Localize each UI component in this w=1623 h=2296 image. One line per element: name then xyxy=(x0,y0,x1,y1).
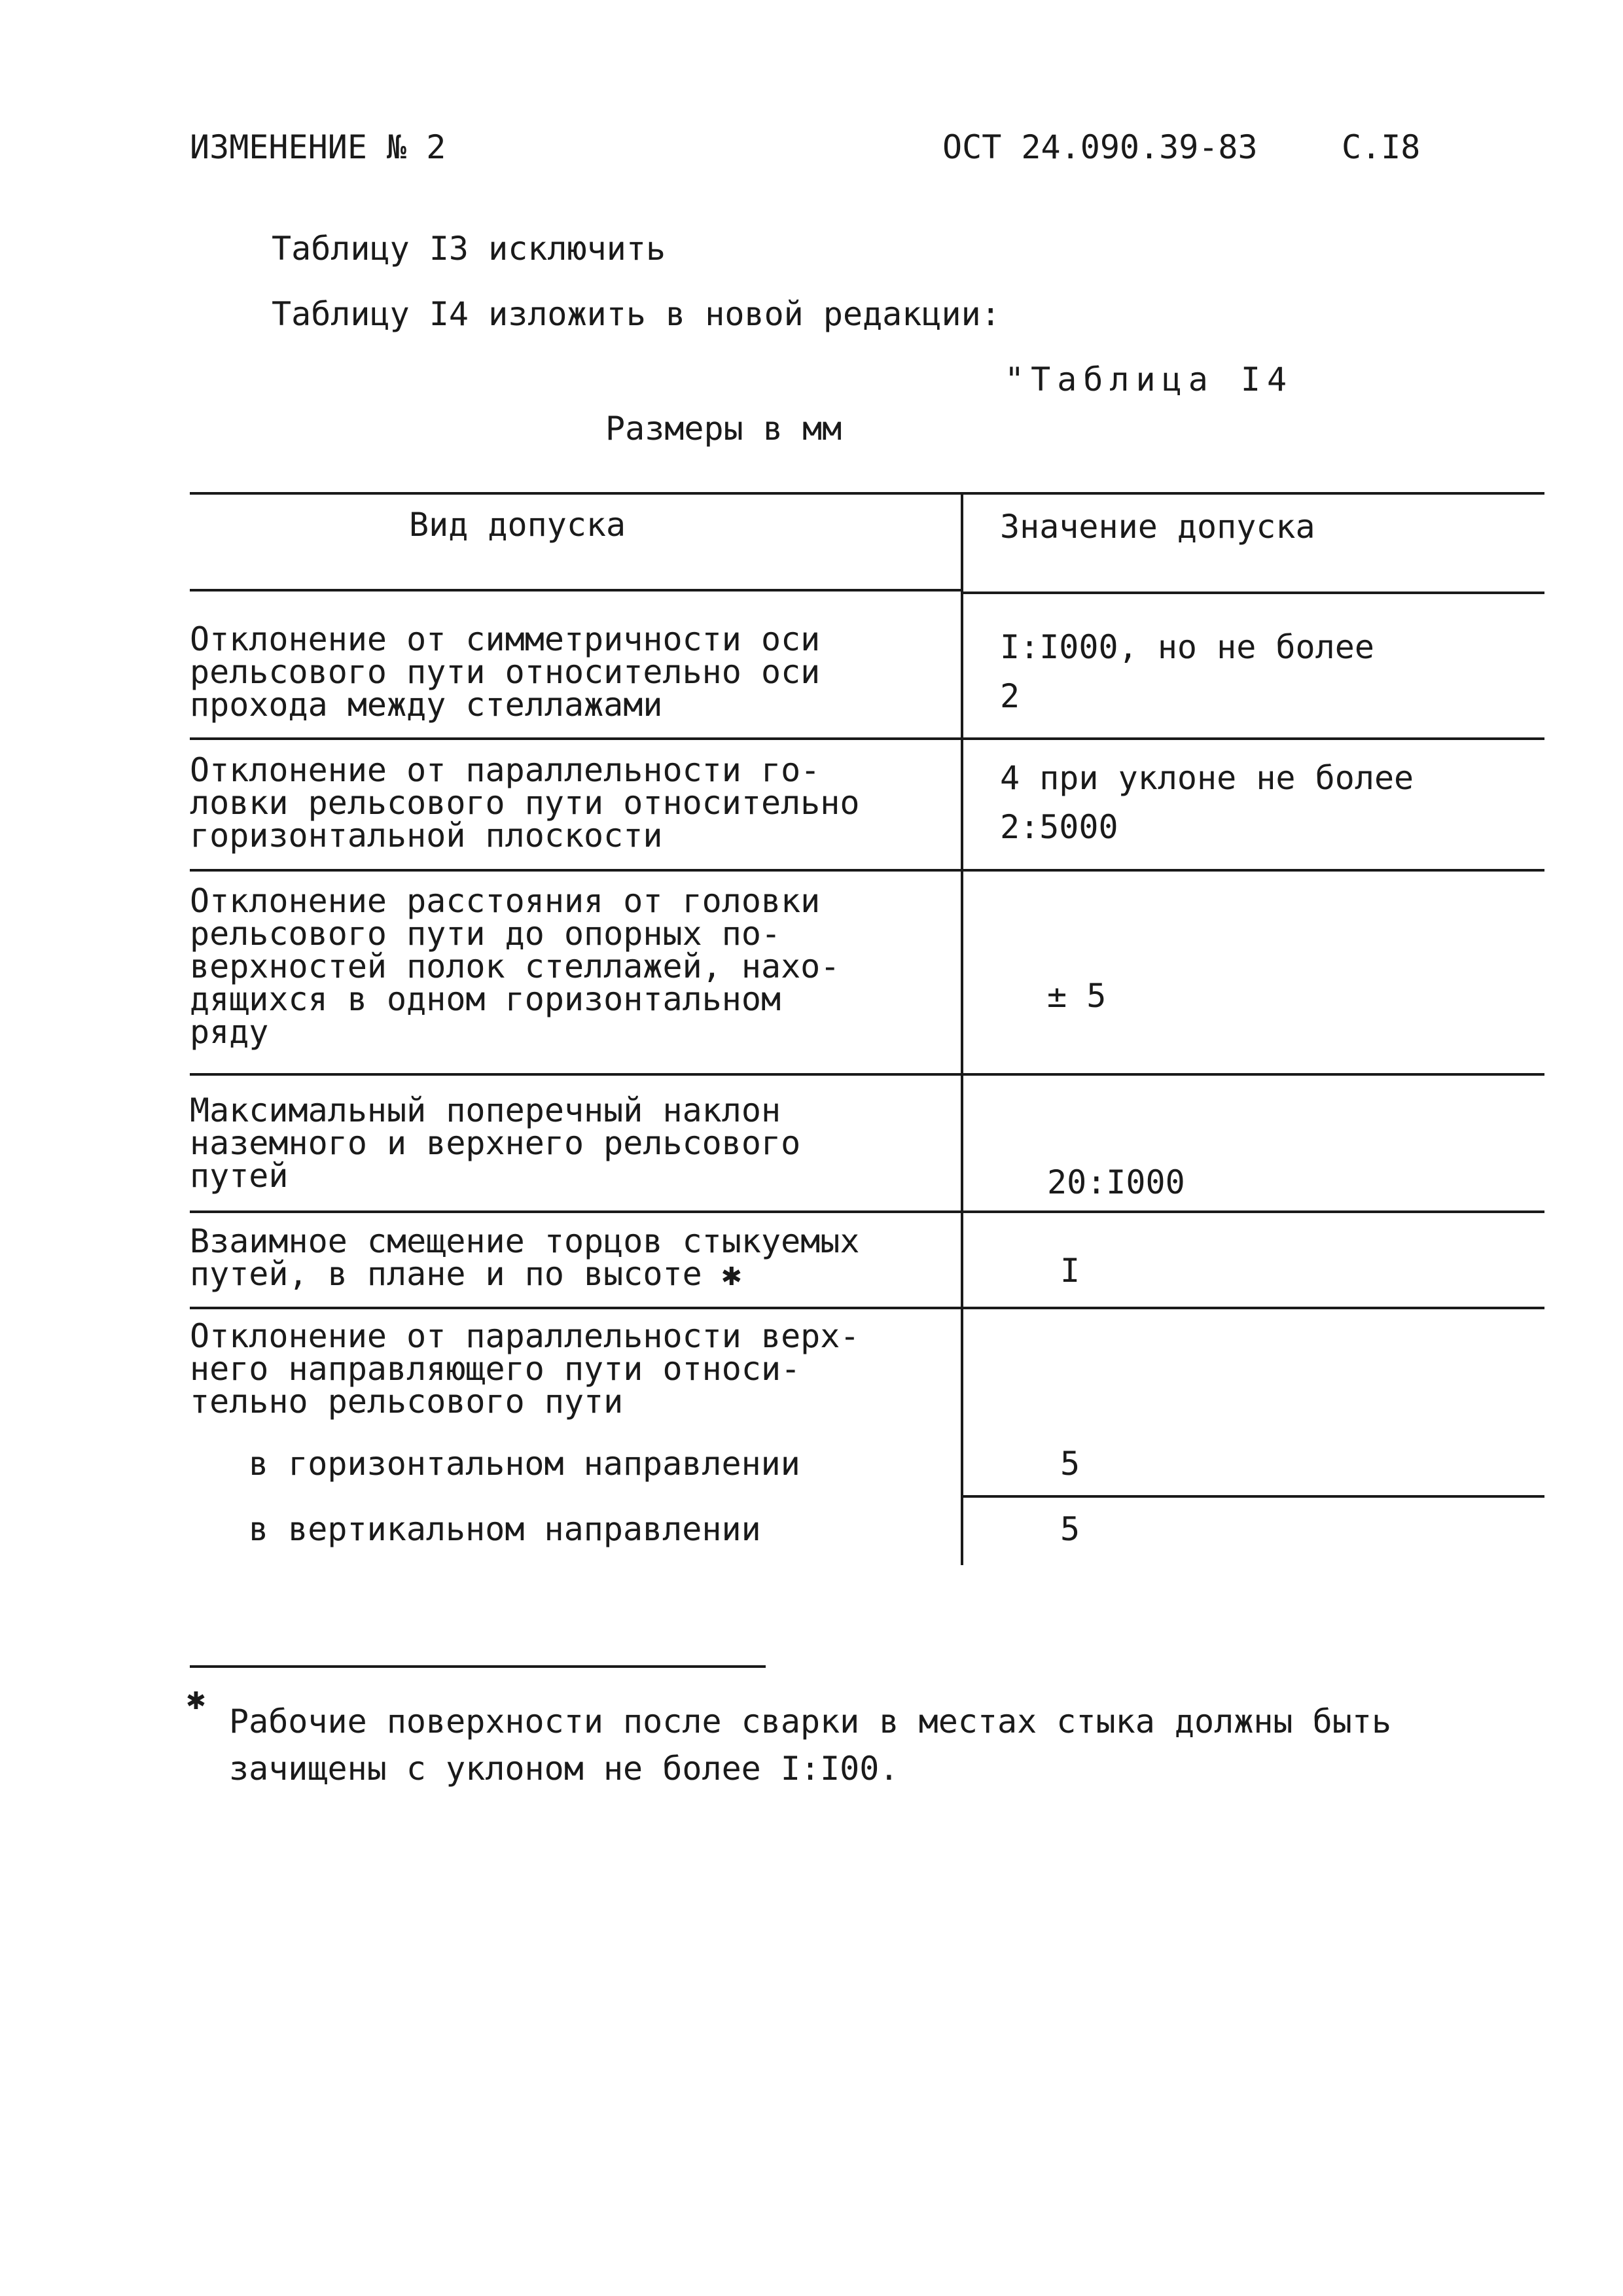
row-type: Отклонение расстояния от головки рельсового пути до опорных по- верхностей полок стеллажей, нахо- дящихся в одном горизонтальном ряду xyxy=(190,882,840,1051)
column-header-type: Вид допуска xyxy=(409,506,626,544)
row-divider xyxy=(190,1307,1544,1309)
row-value: I:I000, но не более 2 xyxy=(1000,628,1374,715)
header-bottom-rule xyxy=(190,589,962,592)
row-value: 4 при уклоне не более 2:5000 xyxy=(1000,759,1414,846)
row-value: I xyxy=(1060,1252,1080,1290)
instruction-exclude-table: Таблицу I3 исключить xyxy=(272,230,666,268)
row-value: 5 xyxy=(1060,1510,1080,1548)
row-type: Взаимное смещение торцов стыкуемых путей, в плане и по высоте ✱ xyxy=(190,1222,860,1293)
tolerance-table xyxy=(190,492,1544,1565)
footnote-rule xyxy=(190,1665,766,1668)
row-divider xyxy=(962,1495,1544,1498)
row-value: ± 5 xyxy=(1047,977,1107,1015)
footnote-marker: ✱ xyxy=(187,1680,205,1717)
row-divider xyxy=(190,1073,1544,1076)
instruction-revise-table: Таблицу I4 изложить в новой редакции: xyxy=(272,295,1001,333)
row-type: в вертикальном направлении xyxy=(249,1510,761,1548)
row-value: 5 xyxy=(1060,1445,1080,1483)
row-type: Отклонение от параллельности го- ловки рельсового пути относительно горизонтальной плоскости xyxy=(190,751,860,855)
column-header-value: Значение допуска xyxy=(1000,508,1315,546)
row-type: Отклонение от параллельности верх- него направляющего пути относи- тельно рельсового пути xyxy=(190,1317,860,1421)
row-divider xyxy=(190,737,1544,740)
table-caption: "Таблица I4 xyxy=(1005,361,1294,398)
column-divider xyxy=(961,492,963,1565)
row-type: Отклонение от симметричности оси рельсового пути относительно оси прохода между стеллажами xyxy=(190,620,821,724)
row-type: в горизонтальном направлении xyxy=(249,1445,800,1483)
row-divider xyxy=(190,1210,1544,1213)
table-top-rule xyxy=(190,492,1544,495)
footnote-text: Рабочие поверхности после сварки в местах стыка должны быть зачищены с уклоном не более I:I00. xyxy=(229,1703,1392,1788)
standard-number: ОСТ 24.090.39-83 xyxy=(942,128,1258,166)
change-number: ИЗМЕНЕНИЕ № 2 xyxy=(190,128,446,166)
page-number: С.I8 xyxy=(1342,128,1421,166)
row-divider xyxy=(190,869,1544,872)
row-type: Максимальный поперечный наклон наземного и верхнего рельсового путей xyxy=(190,1091,801,1195)
header-bottom-rule xyxy=(962,592,1544,594)
table-units: Размеры в мм xyxy=(605,410,842,448)
row-value: 20:I000 xyxy=(1047,1163,1185,1201)
